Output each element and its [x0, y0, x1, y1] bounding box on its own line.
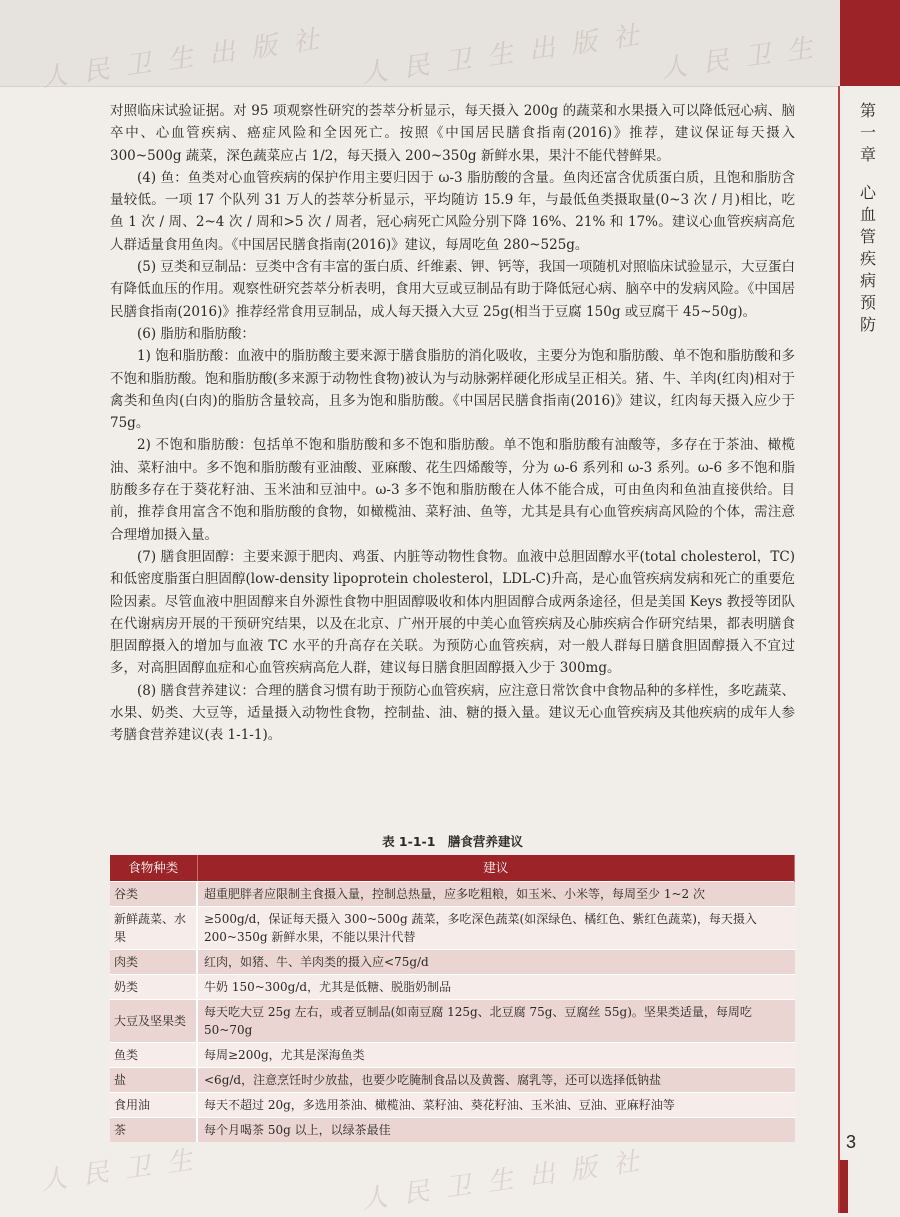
table-cell-category: 奶类 [110, 975, 197, 1000]
watermark: 人 民 卫 生 出 版 社 [39, 24, 325, 94]
paragraph: 1) 饱和脂肪酸：血液中的脂肪酸主要来源于膳食脂肪的消化吸收，主要分为饱和脂肪酸、单不饱和脂肪酸和多不饱和脂肪酸。饱和脂肪酸(多来源于动物性食物)被认为与动脉粥样硬化形成呈正相关。猪、牛、羊肉(红肉)相对于禽类和鱼肉(白肉)的脂肪含量较高，且多为饱和脂肪酸。《中国居民膳食指南(2016)》建议，红肉每天摄入应少于 75g。 [110, 348, 795, 432]
table-cell-advice: <6g/d，注意烹饪时少放盐，也要少吃腌制食品以及黄酱、腐乳等，还可以选择低钠盐 [197, 1068, 795, 1093]
side-margin-rule [838, 86, 840, 1213]
diet-advice-table [110, 855, 795, 1142]
table-cell-category: 肉类 [110, 950, 197, 975]
table-cell-category: 茶 [110, 1118, 197, 1143]
table-cell-category: 鱼类 [110, 1043, 197, 1068]
paragraph: (7) 膳食胆固醇：主要来源于肥肉、鸡蛋、内脏等动物性食物。血液中总胆固醇水平(total cholesterol，TC)和低密度脂蛋白胆固醇(low-density lipoprotein cholesterol，LDL-C)升高，是心血管疾病发病和死亡的重要危险因素。尽管血液中胆固醇来自外源性食物中胆固醇吸收和体内胆固醇合成两条途径，但是美国 Keys 教授等团队在代谢病房开展的干预研究结果，以及在北京、广州开展的中美心血管疾病及心肺疾病合作研究结果，都表明膳食胆固醇摄入的增加与血液 TC 水平的升高存在关联。为预防心血管疾病，对一般人群每日膳食胆固醇摄入不宜过多，对高胆固醇血症和心血管疾病高危人群，建议每日膳食胆固醇摄入少于 300mg。 [110, 548, 795, 677]
table-cell-advice: 每周≥200g，尤其是深海鱼类 [197, 1043, 795, 1068]
table-row [110, 1118, 795, 1143]
table-header: 建议 [197, 855, 795, 882]
table-row [110, 1043, 795, 1068]
table-row [110, 907, 795, 950]
table-cell-advice: ≥500g/d，保证每天摄入 300~500g 蔬菜，多吃深色蔬菜(如深绿色、橘红色、紫红色蔬菜)，每天摄入 200~350g 新鲜水果，不能以果汁代替 [197, 907, 795, 950]
watermark: 人 民 卫 生 [39, 1145, 199, 1197]
paragraph: (6) 脂肪和脂肪酸： [137, 325, 255, 342]
body-text [110, 100, 795, 747]
chapter-char: 章 [859, 145, 876, 164]
table-caption: 表 1-1-1 膳食营养建议 [382, 834, 523, 849]
chapter-char: 管 [859, 227, 876, 246]
table-cell-advice: 每个月喝茶 50g 以上，以绿茶最佳 [197, 1118, 795, 1143]
table-cell-advice: 超重肥胖者应限制主食摄入量，控制总热量，应多吃粗粮，如玉米、小米等，每周至少 1~2 次 [197, 882, 795, 907]
table-cell-advice: 红肉，如猪、牛、羊肉类的摄入应<75g/d [197, 950, 795, 975]
page-number: 3 [846, 1132, 857, 1152]
watermark: 人 民 卫 生 出 版 社 [359, 1146, 645, 1216]
table-cell-advice: 每天不超过 20g，多选用茶油、橄榄油、菜籽油、葵花籽油、玉米油、豆油、亚麻籽油等 [197, 1093, 795, 1118]
paragraph: 2) 不饱和脂肪酸：包括单不饱和脂肪酸和多不饱和脂肪酸。单不饱和脂肪酸有油酸等，多存在于茶油、橄榄油、菜籽油中。多不饱和脂肪酸有亚油酸、亚麻酸、花生四烯酸等，分为 ω-6 系列和 ω-3 系列。ω-6 多不饱和脂肪酸多存在于葵花籽油、玉米油和豆油中。ω-3 多不饱和脂肪酸在人体不能合成，可由鱼肉和鱼油直接供给。目前，推荐食用富含不饱和脂肪酸的食物，如橄榄油、菜籽油、鱼等，尤其是具有心血管疾病高风险的个体，需注意合理增加摄入量。 [110, 437, 795, 543]
paragraph: (4) 鱼：鱼类对心血管疾病的保护作用主要归因于 ω-3 脂肪酸的含量。鱼肉还富含优质蛋白质，且饱和脂肪含量较低。一项 17 个队列 31 万人的荟萃分析显示，平均随访 15.9 年，与最低鱼类摄取量(0~3 次 / 月)相比，吃鱼 1 次 / 周、2~4 次 / 周和>5 次 / 周者，冠心病死亡风险分别下降 16%、21% 和 17%。建议心血管疾病高危人群适量食用鱼肉。《中国居民膳食指南(2016)》建议，每周吃鱼 280~525g。 [110, 169, 795, 253]
table-row [110, 1000, 795, 1043]
table-header: 食物种类 [110, 855, 197, 882]
chapter-tab-marker [840, 0, 900, 86]
table-row [110, 1093, 795, 1118]
chapter-char: 血 [859, 205, 876, 224]
table-row [110, 882, 795, 907]
chapter-char: 病 [859, 271, 876, 290]
page-number-bar [840, 1160, 848, 1213]
watermark: 人 民 卫 生 [659, 33, 819, 85]
chapter-char: 防 [859, 315, 876, 334]
table-row [110, 975, 795, 1000]
table-cell-category: 谷类 [110, 882, 197, 907]
chapter-char: 一 [859, 123, 876, 142]
paragraph: (5) 豆类和豆制品：豆类中含有丰富的蛋白质、纤维素、钾、钙等，我国一项随机对照临床试验显示，大豆蛋白有降低血压的作用。观察性研究荟萃分析表明，食用大豆或豆制品有助于降低冠心病、脑卒中的发病风险。《中国居民膳食指南(2016)》推荐经常食用豆制品，成人每天摄入大豆 25g(相当于豆腐 150g 或豆腐干 45~50g)。 [110, 259, 795, 320]
table-cell-advice: 牛奶 150~300g/d，尤其是低糖、脱脂奶制品 [197, 975, 795, 1000]
watermark: 人 民 卫 生 出 版 社 [359, 20, 645, 90]
chapter-vertical-label [848, 100, 888, 336]
table-cell-advice: 每天吃大豆 25g 左右，或者豆制品(如南豆腐 125g、北豆腐 75g、豆腐丝 55g)。坚果类适量，每周吃 50~70g [197, 1000, 795, 1043]
table-cell-category: 大豆及坚果类 [110, 1000, 197, 1043]
table-row [110, 950, 795, 975]
table-cell-category: 盐 [110, 1068, 197, 1093]
paragraph: (8) 膳食营养建议：合理的膳食习惯有助于预防心血管疾病，应注意日常饮食中食物品种的多样性，多吃蔬菜、水果、奶类、大豆等，适量摄入动物性食物，控制盐、油、糖的摄入量。建议无心血管疾病及其他疾病的成年人参考膳食营养建议(表 1-1-1)。 [110, 682, 795, 744]
chapter-char: 预 [859, 293, 876, 312]
table-row [110, 1068, 795, 1093]
chapter-char: 第 [859, 101, 876, 120]
chapter-char: 心 [859, 183, 876, 202]
table-cell-category: 新鲜蔬菜、水果 [110, 907, 197, 950]
paragraph: 对照临床试验证据。对 95 项观察性研究的荟萃分析显示，每天摄入 200g 的蔬菜和水果摄入可以降低冠心病、脑卒中、心血管疾病、癌症风险和全因死亡。按照《中国居民膳食指南(2016)》推荐，建议保证每天摄入 300~500g 蔬菜，深色蔬菜应占 1/2，每天摄入 200~350g 新鲜水果，果汁不能代替鲜果。 [110, 103, 795, 164]
table-cell-category: 食用油 [110, 1093, 197, 1118]
chapter-char: 疾 [859, 249, 876, 268]
